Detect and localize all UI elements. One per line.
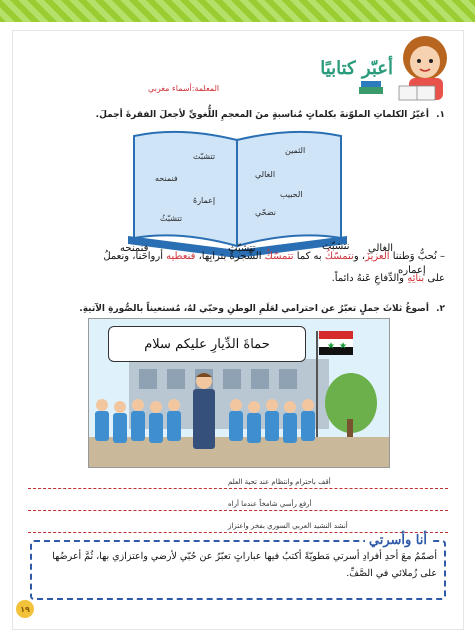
speech-bubble: حماةَ الدِّيارِ عليكم سلام [108,326,306,362]
colored-word: تتمسّكُ [264,251,294,262]
activity-title: أنا وأسرتي [365,533,431,548]
handwritten-replacement: تتشبّث [228,243,256,254]
decorative-top-strip [0,0,475,24]
book-word: تتشبّثُ [160,214,183,223]
question-1 [96,110,445,120]
book-word: نضحّي [255,208,276,217]
section-title: أعبّر كتابيًا [320,58,393,79]
book-word: إعمارهُ [193,196,216,205]
book-word: الثمين [285,146,306,155]
answer-text: أقف باحترام وانتظام عند تحية العلم [228,478,331,486]
text-fragment: – نُحبُّ وَطننا [389,251,445,262]
handwritten-replacement: إعماره [398,265,426,276]
teacher-credit: المعلمة:أسماء مغربي [148,84,220,93]
colored-word: بنائِهِ [407,273,425,284]
activity-text: أصمّمُ معَ أحدِ أفرادِ أسرتي مَطويّةً أكتبُ فيها عباراتٍ تعبّرُ عن حُبّي لأرضي واعتزازي بها، ثُمَّ أعرضُها على زُملائي في الصَّفِّ. [52,551,437,579]
text-fragment: على [424,273,445,284]
colored-word: نتمسّكُ [324,251,354,262]
text-fragment: والدِّفاعِ عَنهُ دائماً. [331,273,408,284]
book-stack-icon [358,78,384,96]
answer-text: أنشد النشيد العربي السوري بفخر واعتزاز [228,522,348,530]
text-fragment: الشَّجرةُ بترابِها، [195,251,265,262]
colored-word: فنعطيه [166,251,196,262]
question-1-text: أغيّرُ الكلماتِ الملوّنةَ بكلماتٍ مُناسبةٍ منَ المعجمِ اللُّغويِّ لأجعلَ الفقرةَ أجملَ. [95,110,429,120]
colored-word: العزيزَ [365,251,390,262]
book-word: الحبيب [280,190,303,199]
text-fragment: ، و [353,251,366,262]
answer-text: أرفع رأسي شامخاً عندما أراه [228,500,312,508]
book-word: الغالي [255,170,276,179]
handwritten-replacement: فنمنحه [120,243,149,254]
book-word: تتشبّث [193,152,216,161]
text-fragment: أرواحَنا، ونعملُ [103,251,167,262]
text-fragment: به كما [293,251,325,262]
question-2 [79,304,445,314]
answer-line-1[interactable] [28,472,448,489]
book-word: فنمنحه [155,174,178,183]
question-2-text: أصوغُ ثلاثَ جملٍ تعبّرُ عن احترامي لعَلَمِ الوطنِ وحبّي لهُ، مُستعيناً بالصُّورةِ الآتيةِ. [79,304,429,314]
answer-line-3[interactable] [28,516,448,533]
handwritten-replacement: الغالي [368,243,394,254]
girl-reading-illustration [385,30,459,106]
handwritten-replacement: نتشبّث [322,241,350,252]
page-number: ١٩ [16,600,34,618]
paragraph-line-2 [20,268,445,290]
question-2-number: ٢. [436,304,445,314]
answer-line-2[interactable] [28,494,448,511]
question-1-number: ١. [436,110,445,120]
